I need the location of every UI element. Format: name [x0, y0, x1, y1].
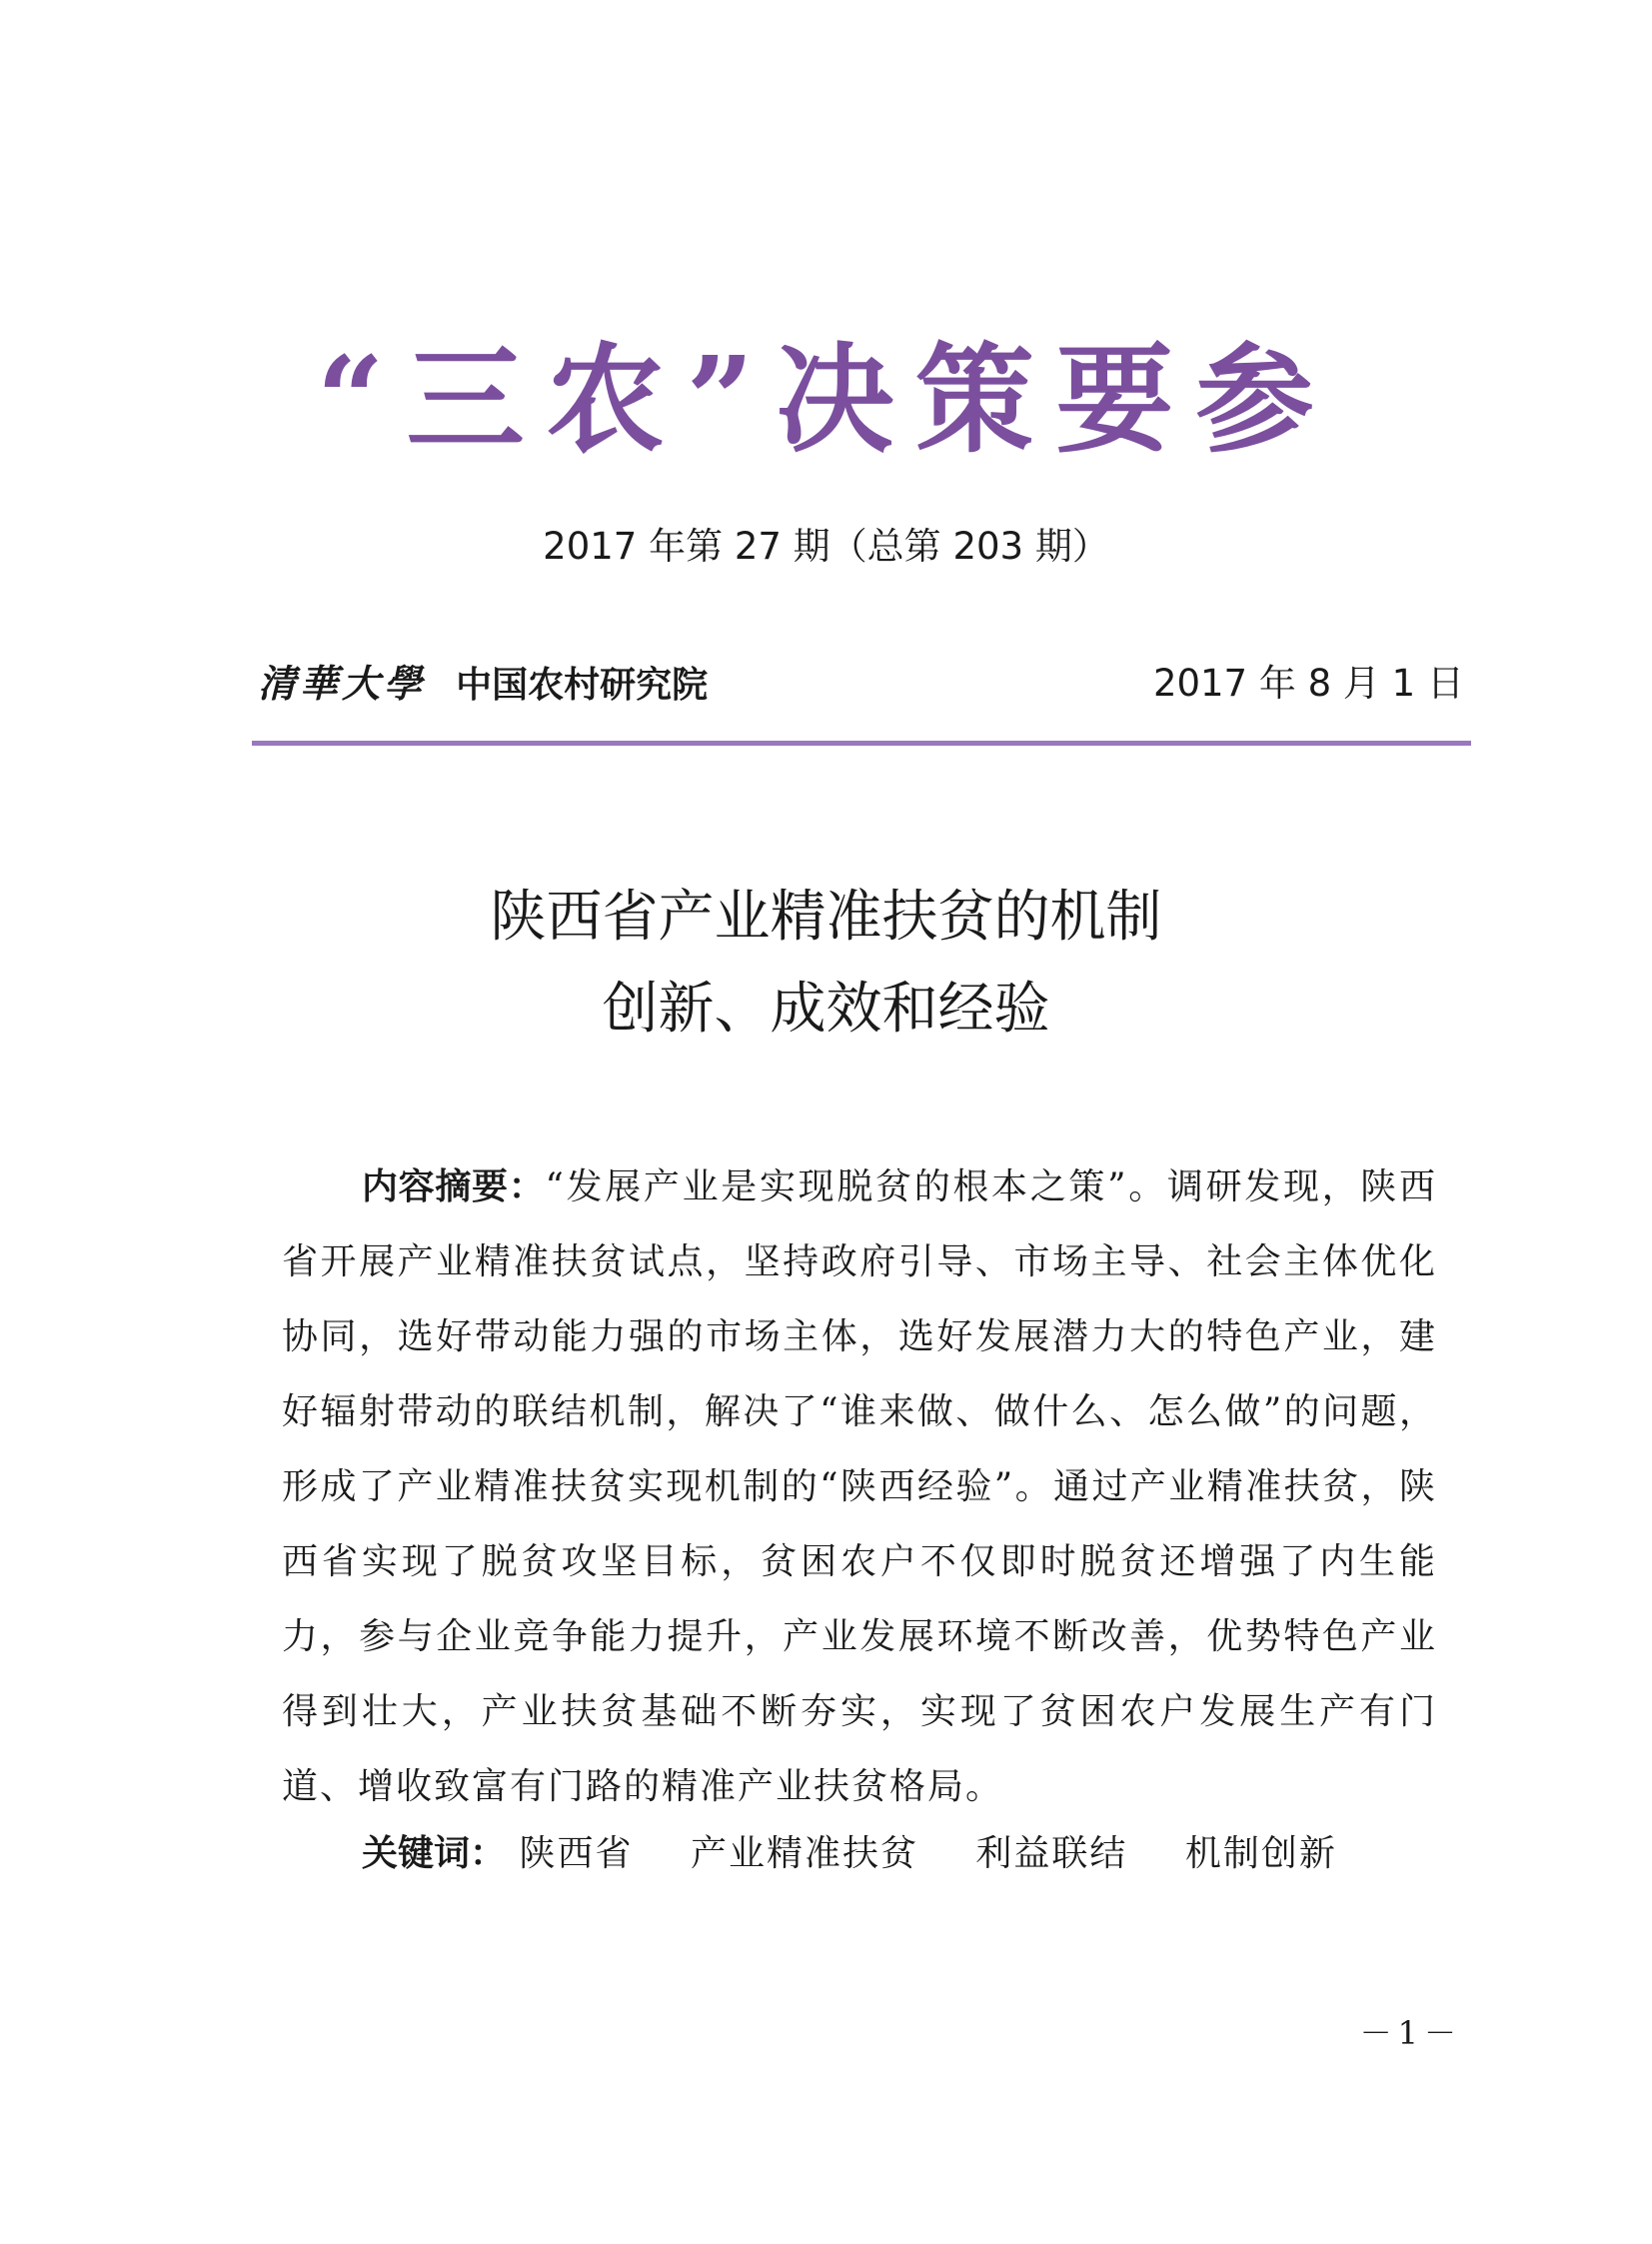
keyword-item: 产业精准扶贫: [690, 1833, 918, 1874]
abstract-paragraph: [282, 1149, 1437, 1824]
organization: [258, 658, 708, 712]
keyword-item: 机制创新: [1184, 1833, 1337, 1874]
institute-name: 中国农村研究院: [456, 665, 709, 706]
keywords-label: 关键词：: [362, 1833, 507, 1874]
abstract-label: 内容摘要：: [362, 1166, 546, 1207]
abstract-text: “发展产业是实现脱贫的根本之策”。调研发现，陕西省开展产业精准扶贫试点，坚持政府引导、市场主导、社会主体优化协同，选好带动能力强的市场主体，选好发展潜力大的特色产业，建好辐射带动的联结机制，解决了“谁来做、做什么、怎么做”的问题，形成了产业精准扶贫实现机制的“陕西经验”。通过产业精准扶贫，陕西省实现了脱贫攻坚目标，贫困农户不仅即时脱贫还增强了内生能力，参与企业竞争能力提升，产业发展环境不断改善，优势特色产业得到壮大，产业扶贫基础不断夯实，实现了贫困农户发展生产有门道、增收致富有门路的精准产业扶贫格局。: [282, 1166, 1437, 1807]
header-divider: [252, 741, 1471, 746]
masthead-title: “三农”决策要参: [316, 330, 1336, 469]
keyword-item: 利益联结: [975, 1833, 1128, 1874]
university-logo-text: 清華大學: [258, 661, 427, 706]
issue-number: 2017 年第 27 期（总第 203 期）: [543, 525, 1109, 568]
article-title: [0, 872, 1652, 1056]
page-number: －1－: [1359, 2014, 1462, 2052]
publication-date: 2017 年 8 月 1 日: [1152, 662, 1464, 705]
keyword-item: 陕西省: [519, 1833, 634, 1874]
article-title-line-2: 创新、成效和经验: [602, 977, 1050, 1042]
article-title-line-1: 陕西省产业精准扶贫的机制: [490, 885, 1162, 950]
keywords-line: [362, 1824, 1381, 1884]
